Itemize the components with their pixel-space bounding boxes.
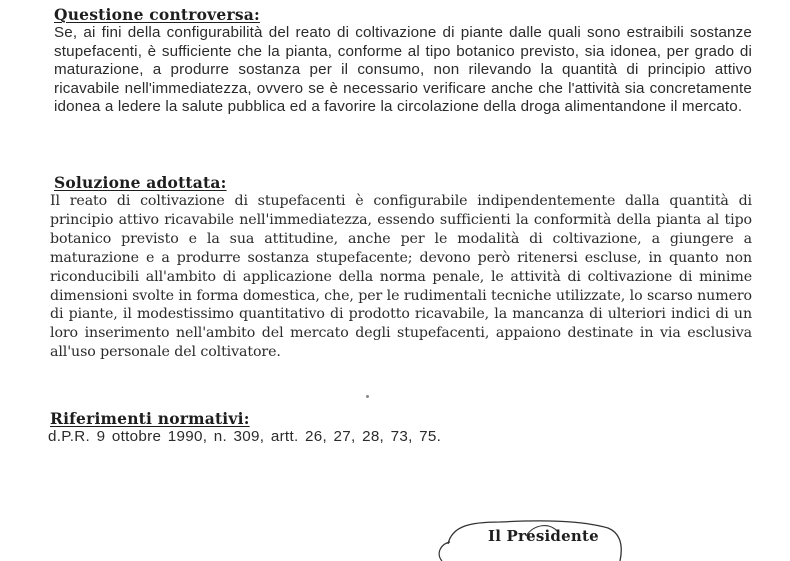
signature-label: Il Presidente [488,527,599,545]
soluzione-text: Il reato di coltivazione di stupefacenti è configurabile indipendentemente dalla quantità di principio attivo ricavabile nell'immediatezza, essendo sufficienti la conformità della pianta al tipo botanico previsto e la sua attitudine, anche per le modalità di coltivazione, a giungere a maturazione e a produrre sostanza stupefacente; devono però ritenersi escluse, in quanto non riconducibili all'ambito di applicazione della norma penale, le attività di coltivazione di minime dimensioni svolte in forma domestica, che, per le rudimentali tecniche utilizzate, lo scarso numero di piante, il modestissimo quantitativo di prodotto ricavabile, la mancanza di ulteriori indici di un loro inserimento nell'ambito del mercato degli stupefacenti, appaiono destinate in via esclusiva all'uso personale del coltivatore. [50,193,752,361]
questione-heading: Questione controversa: [54,5,260,24]
signature-block [430,514,630,561]
riferimenti-normativi-section [48,410,770,447]
soluzione-adottata-section [48,174,770,362]
riferimenti-text: d.P.R. 9 ottobre 1990, n. 309, artt. 26, 27, 28, 73, 75. [48,428,442,445]
riferimenti-heading: Riferimenti normativi: [50,409,250,428]
soluzione-heading: Soluzione adottata: [54,173,227,192]
questione-controversa-section [48,6,770,117]
questione-text: Se, ai fini della configurabilità del reato di coltivazione di piante dalle quali sono estraibili sostanze stupefacenti, è sufficiente che la pianta, conforme al tipo botanico previsto, sia idonea, per grado di maturazione, a produrre sostanza per il consumo, non rilevando la quantità di principio attivo ricavabile nell'immediatezza, ovvero se è necessario verificare anche che l'attività sia concretamente idonea a ledere la salute pubblica ed a favorire la circolazione della droga alimentandone il mercato. [54,24,752,116]
stray-dot-mark [366,395,369,398]
